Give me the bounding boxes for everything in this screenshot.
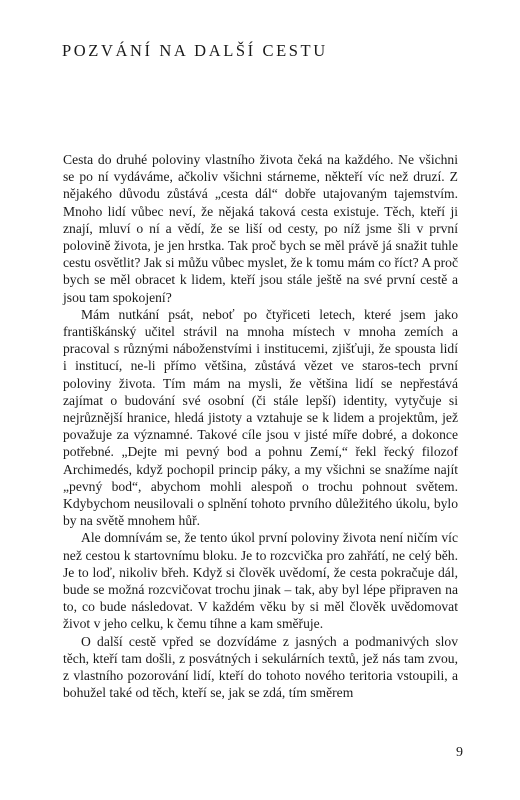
paragraph: O další cestě vpřed se dozvídáme z jasných a podmanivých slov těch, kteří tam došli, z posvátných i sekulárních textů, jež nás tam zvou, z vlastního pozorování lidí, kteří do tohoto nového teritoria vstoupili, a bohužel také od těch, kteří se, jak se zdá, tím směrem xyxy=(63,633,458,701)
page-number: 9 xyxy=(456,745,463,760)
paragraph: Cesta do druhé poloviny vlastního života čeká na každého. Ne všichni se po ní vydáváme, ačkoliv všichni stárneme, někteří víc než druzí. Z nějakého důvodu zůstává „cesta dál“ dobře utajovaným tajemstvím. Mnoho lidí vůbec neví, že nějaká taková cesta existuje. Těch, kteří ji znají, mluví o ní a vědí, že se liší od cesty, po níž jsme šli v první polovině života, je jen hrstka. Tak proč bych se měl právě já snažit tuhle cestu osvětlit? Jak si můžu vůbec myslet, že k tomu mám co říct? A proč bych se měl obracet k lidem, kteří jsou stále ještě na své první cestě a jsou tam spokojení? xyxy=(63,152,458,305)
paragraph: Ale domnívám se, že tento úkol první poloviny života není ničím víc než cestou k startovnímu bloku. Je to rozcvička pro zahřátí, ne celý běh. Je to loď, nikoliv břeh. Když si člověk uvědomí, že cesta pokračuje dál, bude se možná rozcvičovat trochu jinak – tak, aby byl lépe připraven na to, co bude následovat. V každém věku by si měl člověk uvědomovat život v jeho celku, k čemu tíhne a kam směřuje. xyxy=(63,530,458,632)
body-text xyxy=(63,151,458,702)
chapter-title: POZVÁNÍ NA DALŠÍ CESTU xyxy=(62,41,328,60)
paragraph: Mám nutkání psát, neboť po čtyřiceti letech, které jsem jako františkánský učitel strávil na mnoha místech v mnoha zemích a pracoval s různými náboženstvími i institucemi, zjišťuji, že spousta lidí i institucí, ne-li přímo většina, zůstává vězet ve staros-tech první poloviny života. Tím mám na mysli, že většina lidí se nepřestává zajímat o budování své osobní (či stále lepší) identity, vytyčuje si nejrůznější hranice, hledá jistoty a vztahuje se k lidem a projektům, jež považuje za významné. Takové cíle jsou v jisté míře dobré, a dokonce potřebné. „Dejte mi pevný bod a pohnu Zemí,“ řekl řecký filozof Archimedés, když pochopil princip páky, a my všichni se snažíme najít „pevný bod“, abychom mohli alespoň o trochu pohnout světem. Kdybychom neusilovali o splnění tohoto prvního důležitého úkolu, bylo by na světě mnohem hůř. xyxy=(63,306,458,529)
